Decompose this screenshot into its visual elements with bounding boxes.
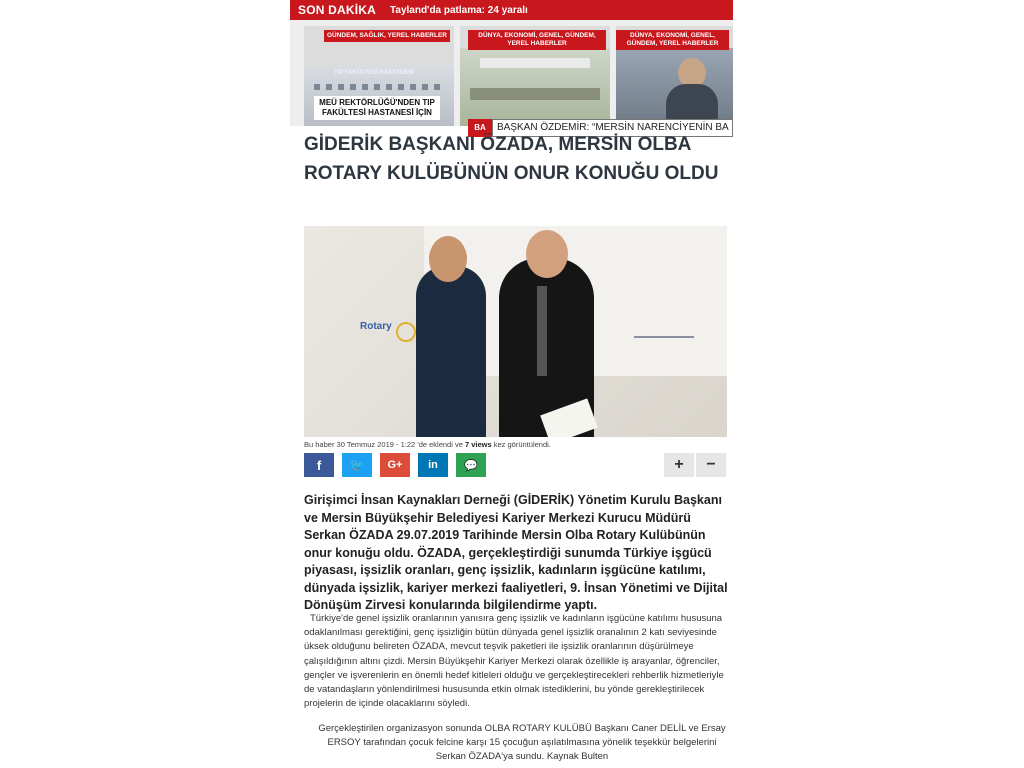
article-body-paragraph-1: Türkiye'de genel işsizlik oranlarının yanısıra genç işsizlik ve kadınların işgücüne katılımı hususuna odaklanılması gerektiğini, genç işsizliğin bütün dünyada genel işsizlik oranalının 2 katı seviyesinde üksek olduğunu belireten ÖZADA, mevcut teşvik paketleri ile işsizlik oranlarının düşürülmeye çalışıldığının altını çizdi. Mersin Büyükşehir Kariyer Merkezi olarak özellikle iş arayanlar, öğrenciler, gençler ve işverenlerin en önemli hedef kitleleri olduğu ve gerçekleştirecekleri rehberlik hizmetleriyle de vatandaşların yönlendirilmesi hususunda etkin olmak istediklerini, bu yönde gerekleştirilecek projelerin de içinde olacaklarını söyledi. xyxy=(304,613,724,710)
headline-card-3[interactable] xyxy=(616,26,733,126)
whatsapp-share-button[interactable] xyxy=(456,453,486,477)
linkedin-share-button[interactable] xyxy=(418,453,448,477)
facebook-share-button[interactable] xyxy=(304,453,334,477)
card-caption-stub: BA xyxy=(468,119,492,137)
facebook-icon: f xyxy=(316,457,322,473)
news-page xyxy=(290,0,733,768)
headline-card-2[interactable] xyxy=(460,26,610,126)
article-meta: Bu haber 30 Temmuz 2019 - 1:22 'de eklendi ve 7 views kez görüntülendi. xyxy=(304,440,551,449)
linkedin-icon: in xyxy=(428,459,438,471)
article-body-paragraph-2: Gerçekleştirilen organizasyon sonunda OLBA ROTARY KULÜBÜ Başkanı Caner DELİL ve Ersay ERSOY tarafından çocuk felcine karşı 15 çocuğun aşılatılmasına yönelik teşekkür belgelerini Serkan ÖZADA'ya sundu. Kaynak Bulten xyxy=(318,723,726,763)
font-increase-button[interactable] xyxy=(664,453,694,477)
rotary-logo: Rotary xyxy=(360,321,392,332)
meeting-photo xyxy=(460,48,610,126)
card-category-tag: DÜNYA, EKONOMİ, GENEL, GÜNDEM, YEREL HABERLER xyxy=(468,30,606,50)
bridge-graphic xyxy=(634,306,694,338)
article-title: GİDERİK BAŞKANI ÖZADA, MERSİN OLBA ROTARY KULÜBÜNÜN ONUR KONUĞU OLDU xyxy=(304,134,719,184)
breaking-news-headline[interactable]: Tayland'da patlama: 24 yaralı xyxy=(390,4,528,16)
hover-caption: BAŞKAN ÖZDEMİR: “MERSİN NARENCİYENİN BA xyxy=(492,119,733,137)
card-category-tag: GÜNDEM, SAĞLIK, YEREL HABERLER xyxy=(324,30,450,42)
tie xyxy=(537,286,547,376)
plus-icon: + xyxy=(674,456,684,473)
card-category-tag: DÜNYA, EKONOMİ, GENEL, GÜNDEM, YEREL HABERLER xyxy=(616,30,729,50)
person-left xyxy=(416,266,486,437)
headline-cards xyxy=(290,20,733,133)
breaking-news-bar xyxy=(290,0,733,20)
rotary-wheel-icon xyxy=(396,322,416,342)
google-plus-share-button[interactable] xyxy=(380,453,410,477)
breaking-news-label: SON DAKİKA xyxy=(298,3,377,17)
twitter-share-button[interactable] xyxy=(342,453,372,477)
hospital-sign: TIP FAKÜLTESİ HASTANESİ xyxy=(334,70,414,76)
headline-card-1[interactable] xyxy=(304,26,454,126)
minus-icon: − xyxy=(706,456,716,473)
office-photo xyxy=(616,48,733,126)
font-decrease-button[interactable] xyxy=(696,453,726,477)
card-caption: MEÜ REKTÖRLÜĞÜ'NDEN TIP FAKÜLTESİ HASTANESİ İÇİN xyxy=(314,96,440,120)
view-count: 7 views xyxy=(464,440,492,449)
twitter-icon: 🐦 xyxy=(349,458,365,472)
chat-icon: 💬 xyxy=(464,459,478,472)
article-lead: Girişimci İnsan Kaynakları Derneği (GİDERİK) Yönetim Kurulu Başkanı ve Mersin Büyükşehir Belediyesi Kariyer Merkezi Kurucu Müdürü Serkan ÖZADA 29.07.2019 Tarihinde Mersin Olba Rotary Kulübünün onur konuğu oldu. ÖZADA, gerçekleştirdiği sunumda Türkiye işgücü piyasası, işsizlik oranları, genç işsizlik, kadınların işgücüne katılımı, dünyada işsizlik, kariyer merkezi faaliyetleri, 9. İnsan Yönetimi ve Dijital Dönüşüm Zirvesi konularında bilgilendirme yaptı. xyxy=(304,493,728,612)
person-left-head xyxy=(429,236,467,282)
google-plus-icon: G+ xyxy=(387,459,403,471)
person-right-head xyxy=(526,230,568,278)
article-photo xyxy=(304,226,727,437)
